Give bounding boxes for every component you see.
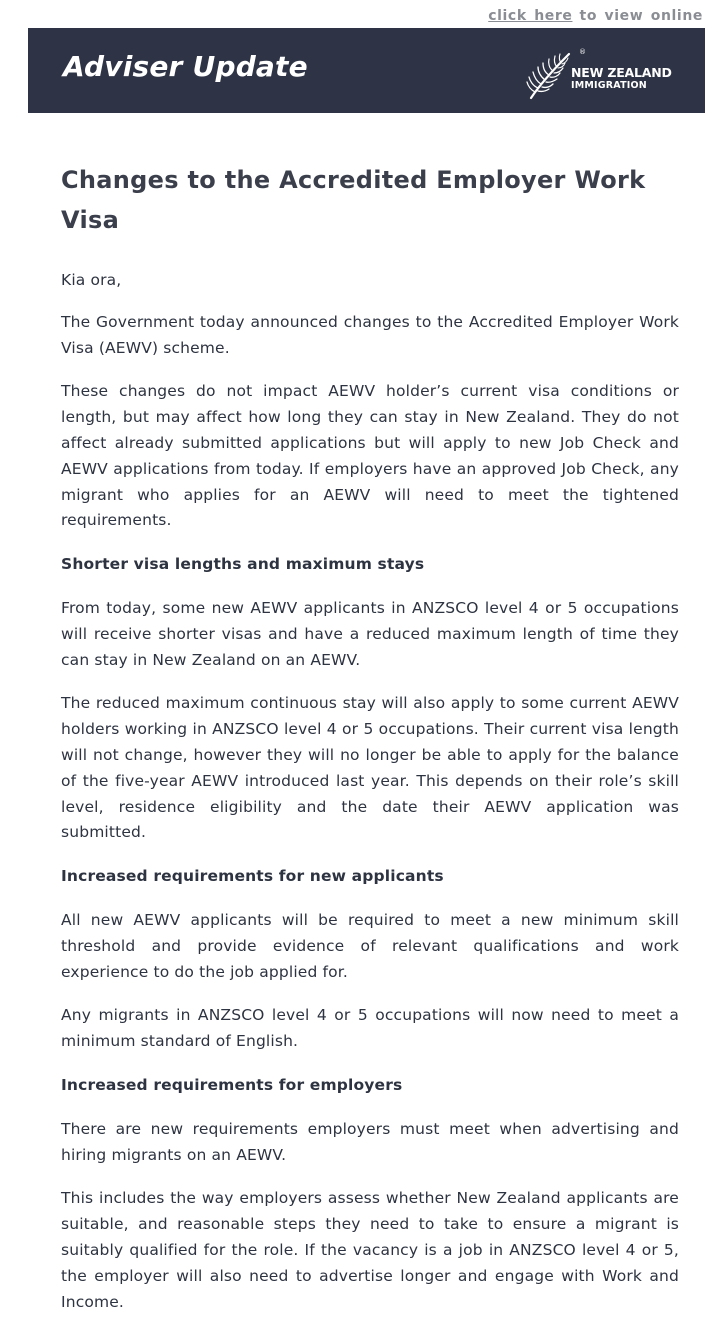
paragraph-employer-assessment: This includes the way employers assess whether New Zealand applicants are suitable, and reasonable steps they need to take to ensure a migrant is suitably qualified for the role. If the vacancy is a job in ANZSCO level 4 or 5, the employer will also need to advertise longer and engage with Work and Income. [61,1189,679,1311]
brand-name-line1: NEW ZEALAND [571,65,672,80]
paragraph-shorter-visas: From today, some new AEWV applicants in ANZSCO level 4 or 5 occupations will receive shorter visas and have a reduced maximum length of time they can stay in New Zealand on an AEWV. [61,598,679,669]
newsletter-title: Adviser Update [63,50,308,83]
paragraph-maximum-stay: The reduced maximum continuous stay will also apply to some current AEWV holders working in ANZSCO level 4 or 5 occupations. Their current visa length will not change, however they will no longer be able to apply for the balance of the five-year AEWV introduced last year. This depends on their role’s skill level, residence eligibility and the date their AEWV application was submitted. [61,694,679,842]
paragraph-employer-requirements: There are new requirements employers must meet when advertising and hiring migrants on an AEWV. [61,1119,679,1164]
view-online-text: to view online [579,8,703,24]
section-heading-shorter-visas: Shorter visa lengths and maximum stays [61,555,425,574]
paragraph-impact: These changes do not impact AEWV holder’s current visa conditions or length, but may affect how long they can stay in New Zealand. They do not affect already submitted applications but will apply to new Job Check and AEWV applications from today. If employers have an approved Job Check, any migrant who applies for an AEWV will need to meet the tightened requirements. [61,382,679,530]
view-online-bar [488,8,703,24]
paragraph-english-standard: Any migrants in ANZSCO level 4 or 5 occupations will now need to meet a minimum standard of English. [61,1006,679,1051]
brand-name-line2: IMMIGRATION [571,80,647,91]
registered-mark-icon: ® [579,48,586,56]
section-heading-employers: Increased requirements for employers [61,1075,403,1094]
section-heading-new-applicants: Increased requirements for new applicants [61,867,444,886]
header-banner [28,28,705,113]
paragraph-intro: The Government today announced changes to the Accredited Employer Work Visa (AEWV) scheme. [61,312,679,357]
paragraph-skill-threshold: All new AEWV applicants will be required to meet a new minimum skill threshold and provide evidence of relevant qualifications and work experience to do the job applied for. [61,910,679,981]
article-title: Changes to the Accredited Employer Work Visa [61,166,646,234]
fern-icon [525,46,575,102]
greeting: Kia ora, [61,271,122,289]
view-online-link[interactable]: click here [488,8,573,24]
article-body [61,160,679,1333]
immigration-nz-logo [525,46,675,102]
